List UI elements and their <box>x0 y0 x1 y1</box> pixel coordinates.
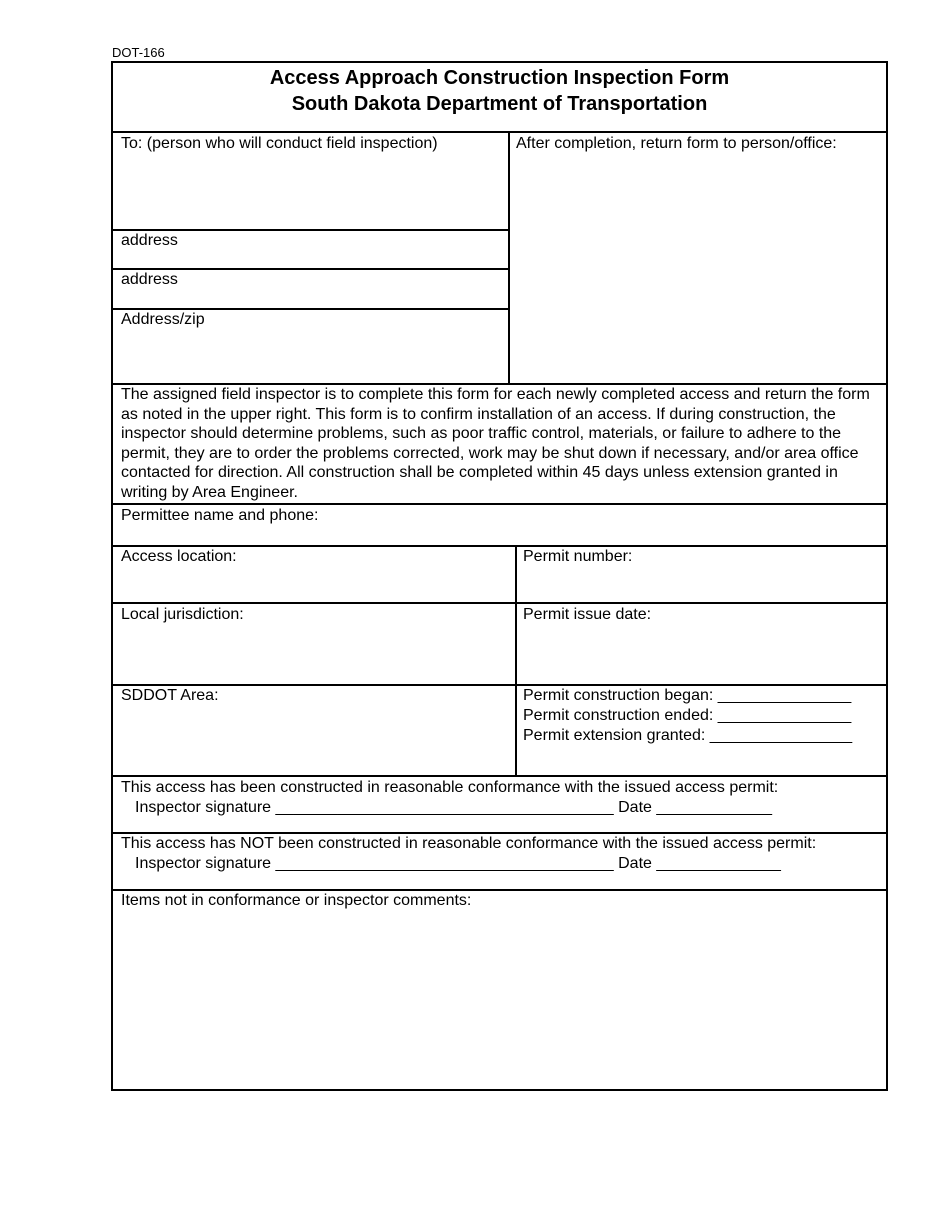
divider-area-conform <box>113 775 886 777</box>
address-1-label: address <box>121 232 178 249</box>
construction-began-label: Permit construction began: _______________ <box>523 687 852 704</box>
title-line-1: Access Approach Construction Inspection Form <box>269 67 730 89</box>
divider-header <box>113 131 886 133</box>
local-jurisdiction-label: Local jurisdiction: <box>121 606 244 623</box>
construction-ended-label: Permit construction ended: _______________ <box>523 707 852 724</box>
access-location-label: Access location: <box>121 548 237 565</box>
return-to-label: After completion, return form to person/office: <box>516 135 837 152</box>
inspection-form <box>111 61 888 1091</box>
sddot-area-label: SDDOT Area: <box>121 687 219 704</box>
permit-issue-date-label: Permit issue date: <box>523 606 652 623</box>
to-label: To: (person who will conduct field inspection) <box>121 135 438 152</box>
conform-statement: This access has been constructed in reasonable conformance with the issued access permit: <box>121 779 779 796</box>
conform-signature-line: Inspector signature ______________________________________ Date _____________ <box>135 799 773 816</box>
extension-granted-label: Permit extension granted: ________________ <box>523 727 853 744</box>
address-zip-label: Address/zip <box>121 311 205 328</box>
permittee-label: Permittee name and phone: <box>121 507 319 524</box>
title-line-2: South Dakota Department of Transportation <box>291 93 708 115</box>
divider-to-return <box>508 131 510 385</box>
nonconform-statement: This access has NOT been constructed in reasonable conformance with the issued access permit: <box>121 835 817 852</box>
instructions-paragraph: The assigned field inspector is to complete this form for each newly completed access and return the form as noted in the upper right. This form is to confirm installation of an access. If during construction, the inspector should determine problems, such as poor traffic control, materials, or failure to adhere to the permit, they are to order the problems corrected, work may be shut down if necessary, and/or area office contacted for direction. All construction shall be completed within 45 days unless extension granted in writing by Area Engineer. <box>121 386 870 501</box>
divider-left-right-fields <box>515 545 517 777</box>
permit-number-label: Permit number: <box>523 548 633 565</box>
form-title <box>113 65 886 117</box>
comments-label: Items not in conformance or inspector comments: <box>121 892 472 909</box>
divider-instructions-permittee <box>113 503 886 505</box>
address-2-label: address <box>121 271 178 288</box>
form-code: DOT-166 <box>112 45 165 60</box>
divider-location-jurisdiction <box>113 602 886 604</box>
nonconform-signature-line: Inspector signature ______________________________________ Date ______________ <box>135 855 781 872</box>
